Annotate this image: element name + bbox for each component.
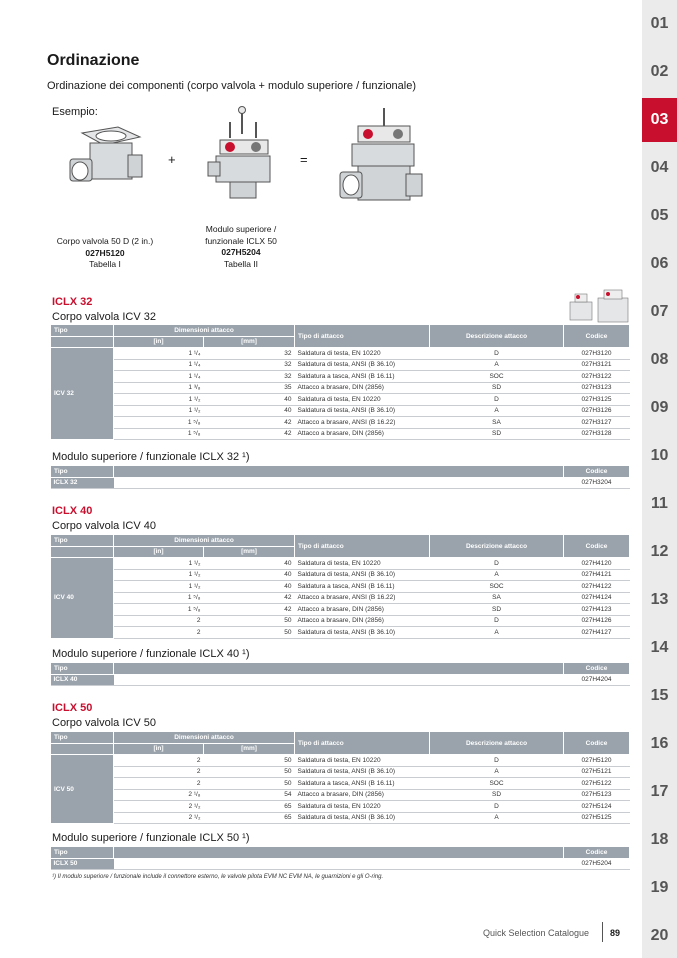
cell-tipo-attacco: Saldatura di testa, EN 10220	[295, 394, 430, 406]
chapter-tab-18[interactable]: 18	[650, 831, 669, 848]
cell-descrizione: D	[430, 394, 564, 406]
chapter-tab-01[interactable]: 01	[650, 15, 669, 32]
col-tipo: Tipo	[51, 663, 114, 675]
cell-tipo-attacco: Attacco a brasare, DIN (2856)	[295, 604, 430, 616]
table-row	[51, 615, 630, 627]
body-table-title: Corpo valvola ICV 40	[52, 520, 156, 532]
col-codice: Codice	[564, 847, 630, 859]
cell-mm: 40	[204, 569, 295, 581]
footnote: ¹) Il modulo superiore / funzionale include il connettore esterno, le valvole pilota EVM NC EVM NA, le guarnizioni e gli O-ring.	[52, 874, 384, 880]
cell-codice: 027H4127	[564, 627, 630, 639]
cell-descrizione: D	[430, 615, 564, 627]
cell-descrizione: SA	[430, 417, 564, 429]
cell-mm: 42	[204, 417, 295, 429]
cell-codice: 027H4124	[564, 592, 630, 604]
chapter-sidebar	[642, 0, 677, 958]
module-table	[50, 662, 630, 686]
cell-tipo-attacco: Saldatura di testa, ANSI (B 36.10)	[295, 359, 430, 371]
cell-codice: 027H3120	[564, 348, 630, 360]
col-tipo: Tipo	[51, 732, 114, 744]
module-type: ICLX 32	[51, 477, 114, 489]
cell-mm: 40	[204, 405, 295, 417]
module-type: ICLX 40	[51, 674, 114, 686]
cell-codice: 027H4122	[564, 581, 630, 593]
cell-descrizione: D	[430, 755, 564, 767]
chapter-tab-02[interactable]: 02	[650, 63, 669, 80]
body-type: ICV 50	[51, 755, 114, 824]
col-tipo: Tipo	[51, 535, 114, 547]
chapter-tab-04[interactable]: 04	[650, 159, 669, 176]
col-descrizione: Descrizione attacco	[430, 732, 564, 755]
cell-in: 2	[114, 766, 204, 778]
cell-in: 1 ¹/₄	[114, 348, 204, 360]
cell-mm: 32	[204, 359, 295, 371]
module-code: 027H3204	[564, 477, 630, 489]
col-tipo: Tipo	[51, 847, 114, 859]
table-row	[51, 348, 630, 360]
cell-in: 2 ¹/₂	[114, 801, 204, 813]
chapter-tab-20[interactable]: 20	[650, 927, 669, 944]
chapter-tab-05[interactable]: 05	[650, 207, 669, 224]
cell-tipo-attacco: Saldatura a tasca, ANSI (B 16.11)	[295, 371, 430, 383]
cell-tipo-attacco: Saldatura di testa, ANSI (B 36.10)	[295, 405, 430, 417]
page-number: 89	[610, 928, 621, 938]
col-in: [in]	[114, 546, 204, 558]
body-table	[50, 731, 630, 824]
page-title: Ordinazione	[47, 52, 140, 69]
col-tipo: Tipo	[51, 325, 114, 337]
table-row	[51, 604, 630, 616]
table-row	[51, 558, 630, 570]
chapter-tab-09[interactable]: 09	[650, 399, 669, 416]
body-table-title: Corpo valvola ICV 50	[52, 717, 156, 729]
cell-in: 2 ¹/₂	[114, 812, 204, 824]
cell-in: 1 ¹/₂	[114, 405, 204, 417]
cell-tipo-attacco: Attacco a brasare, DIN (2856)	[295, 382, 430, 394]
cell-mm: 40	[204, 581, 295, 593]
footer-divider	[602, 922, 603, 942]
chapter-tab-13[interactable]: 13	[650, 591, 669, 608]
cell-mm: 42	[204, 428, 295, 440]
chapter-tab-17[interactable]: 17	[650, 783, 669, 800]
cell-in: 2	[114, 627, 204, 639]
chapter-tab-11[interactable]: 11	[651, 495, 668, 512]
body-caption-name: Corpo valvola 50 D (2 in.)	[56, 236, 154, 246]
cell-codice: 027H3123	[564, 382, 630, 394]
col-tipo: Tipo	[51, 466, 114, 478]
module-table-title: Modulo superiore / funzionale ICLX 32 ¹)	[52, 451, 250, 463]
chapter-tab-10[interactable]: 10	[650, 447, 669, 464]
cell-tipo-attacco: Attacco a brasare, DIN (2856)	[295, 428, 430, 440]
cell-mm: 54	[204, 789, 295, 801]
cell-tipo-attacco: Attacco a brasare, DIN (2856)	[295, 615, 430, 627]
chapter-tab-15[interactable]: 15	[650, 687, 669, 704]
cell-mm: 65	[204, 801, 295, 813]
cell-mm: 32	[204, 348, 295, 360]
table-row	[51, 405, 630, 417]
cell-tipo-attacco: Saldatura a tasca, ANSI (B 16.11)	[295, 581, 430, 593]
cell-codice: 027H5125	[564, 812, 630, 824]
cell-tipo-attacco: Attacco a brasare, ANSI (B 16.22)	[295, 592, 430, 604]
col-codice: Codice	[564, 325, 630, 348]
cell-descrizione: A	[430, 359, 564, 371]
col-in: [in]	[114, 336, 204, 348]
body-caption-table: Tabella I	[89, 259, 121, 269]
table-row	[51, 477, 630, 489]
table-row	[51, 428, 630, 440]
table-row	[51, 789, 630, 801]
body-type: ICV 32	[51, 348, 114, 440]
cell-descrizione: SD	[430, 789, 564, 801]
chapter-tab-14[interactable]: 14	[650, 639, 669, 656]
cell-descrizione: SD	[430, 604, 564, 616]
section-heading: ICLX 32	[52, 296, 93, 308]
cell-tipo-attacco: Saldatura di testa, ANSI (B 36.10)	[295, 766, 430, 778]
table-row	[51, 674, 630, 686]
table-row	[51, 592, 630, 604]
cell-descrizione: A	[430, 405, 564, 417]
cell-tipo-attacco: Saldatura di testa, ANSI (B 36.10)	[295, 812, 430, 824]
cell-mm: 42	[204, 604, 295, 616]
cell-descrizione: A	[430, 569, 564, 581]
module-caption-line2: funzionale ICLX 50	[205, 235, 277, 246]
cell-tipo-attacco: Saldatura di testa, EN 10220	[295, 558, 430, 570]
cell-descrizione: SOC	[430, 581, 564, 593]
cell-tipo-attacco: Saldatura di testa, ANSI (B 36.10)	[295, 627, 430, 639]
cell-codice: 027H3121	[564, 359, 630, 371]
module-table	[50, 465, 630, 489]
col-descrizione: Descrizione attacco	[430, 535, 564, 558]
body-table	[50, 534, 630, 639]
footer-catalogue: Quick Selection Catalogue	[483, 928, 590, 938]
cell-in: 1 ⁵/₈	[114, 417, 204, 429]
body-table-title: Corpo valvola ICV 32	[52, 311, 156, 323]
col-dimensioni: Dimensioni attacco	[114, 732, 295, 744]
module-type: ICLX 50	[51, 858, 114, 870]
cell-codice: 027H4126	[564, 615, 630, 627]
cell-mm: 65	[204, 812, 295, 824]
cell-in: 1 ¹/₄	[114, 359, 204, 371]
col-dimensioni: Dimensioni attacco	[114, 325, 295, 337]
col-mm: [mm]	[204, 546, 295, 558]
col-mm: [mm]	[204, 743, 295, 755]
cell-descrizione: D	[430, 558, 564, 570]
cell-in: 2 ¹/₈	[114, 789, 204, 801]
table-row	[51, 755, 630, 767]
cell-in: 1 ¹/₂	[114, 581, 204, 593]
assembled-valve-image	[336, 104, 428, 210]
cell-in: 1 ¹/₂	[114, 569, 204, 581]
body-caption-code: 027H5120	[85, 247, 125, 258]
plus-sign: +	[168, 152, 176, 167]
col-dimensioni: Dimensioni attacco	[114, 535, 295, 547]
cell-in: 2	[114, 778, 204, 790]
page-subtitle: Ordinazione dei componenti (corpo valvola + modulo superiore / funzionale)	[47, 80, 417, 92]
cell-descrizione: SD	[430, 428, 564, 440]
chapter-tab-08[interactable]: 08	[650, 351, 669, 368]
module-caption-table: Tabella II	[223, 258, 259, 269]
cell-mm: 50	[204, 766, 295, 778]
module-table-title: Modulo superiore / funzionale ICLX 40 ¹)	[52, 648, 250, 660]
module-caption-line1: Modulo superiore /	[205, 224, 277, 234]
col-codice: Codice	[564, 466, 630, 478]
top-module-image	[200, 104, 278, 204]
cell-codice: 027H5123	[564, 789, 630, 801]
cell-codice: 027H5120	[564, 755, 630, 767]
cell-in: 1 ³/₈	[114, 382, 204, 394]
cell-codice: 027H5121	[564, 766, 630, 778]
cell-in: 1 ⁵/₈	[114, 592, 204, 604]
cell-descrizione: SD	[430, 382, 564, 394]
cell-mm: 50	[204, 627, 295, 639]
cell-mm: 42	[204, 592, 295, 604]
table-row	[51, 801, 630, 813]
cell-mm: 50	[204, 778, 295, 790]
cell-in: 1 ⁵/₈	[114, 604, 204, 616]
cell-descrizione: SOC	[430, 371, 564, 383]
col-codice: Codice	[564, 663, 630, 675]
chapter-tab-19[interactable]: 19	[650, 879, 669, 896]
table-row	[51, 766, 630, 778]
cell-descrizione: SOC	[430, 778, 564, 790]
cell-in: 1 ¹/₄	[114, 371, 204, 383]
cell-mm: 50	[204, 615, 295, 627]
valve-body-image	[68, 125, 148, 195]
cell-descrizione: SA	[430, 592, 564, 604]
cell-in: 1 ¹/₂	[114, 394, 204, 406]
cell-in: 1 ⁵/₈	[114, 428, 204, 440]
table-row	[51, 371, 630, 383]
cell-mm: 40	[204, 558, 295, 570]
col-tipo-attacco: Tipo di attacco	[295, 732, 430, 755]
cell-mm: 40	[204, 394, 295, 406]
table-row	[51, 569, 630, 581]
module-caption	[186, 224, 296, 270]
cell-descrizione: A	[430, 766, 564, 778]
module-table-title: Modulo superiore / funzionale ICLX 50 ¹)	[52, 832, 250, 844]
module-code: 027H4204	[564, 674, 630, 686]
chapter-tab-16[interactable]: 16	[650, 735, 669, 752]
cell-tipo-attacco: Saldatura a tasca, ANSI (B 16.11)	[295, 778, 430, 790]
cell-mm: 50	[204, 755, 295, 767]
chapter-tab-03[interactable]: 03	[642, 98, 677, 142]
cell-codice: 027H4121	[564, 569, 630, 581]
col-in: [in]	[114, 743, 204, 755]
cell-codice: 027H4120	[564, 558, 630, 570]
cell-descrizione: D	[430, 801, 564, 813]
chapter-tab-06[interactable]: 06	[650, 255, 669, 272]
table-row	[51, 778, 630, 790]
col-tipo-attacco: Tipo di attacco	[295, 325, 430, 348]
example-label: Esempio:	[52, 106, 98, 118]
cell-descrizione: A	[430, 627, 564, 639]
cell-mm: 35	[204, 382, 295, 394]
section-heading: ICLX 40	[52, 505, 93, 517]
cell-in: 1 ¹/₂	[114, 558, 204, 570]
col-codice: Codice	[564, 535, 630, 558]
cell-descrizione: A	[430, 812, 564, 824]
cell-tipo-attacco: Saldatura di testa, ANSI (B 36.10)	[295, 569, 430, 581]
cell-codice: 027H3128	[564, 428, 630, 440]
cell-codice: 027H5122	[564, 778, 630, 790]
module-table	[50, 846, 630, 870]
equals-sign: =	[300, 152, 308, 167]
cell-in: 2	[114, 615, 204, 627]
col-tipo-attacco: Tipo di attacco	[295, 535, 430, 558]
thumbnail-valves-image	[566, 288, 632, 326]
chapter-tab-07[interactable]: 07	[650, 303, 669, 320]
cell-codice: 027H5124	[564, 801, 630, 813]
module-caption-code: 027H5204	[221, 247, 261, 257]
cell-codice: 027H3122	[564, 371, 630, 383]
table-row	[51, 627, 630, 639]
cell-mm: 32	[204, 371, 295, 383]
col-mm: [mm]	[204, 336, 295, 348]
section-heading: ICLX 50	[52, 702, 93, 714]
table-row	[51, 417, 630, 429]
cell-tipo-attacco: Attacco a brasare, ANSI (B 16.22)	[295, 417, 430, 429]
col-descrizione: Descrizione attacco	[430, 325, 564, 348]
module-code: 027H5204	[564, 858, 630, 870]
col-codice: Codice	[564, 732, 630, 755]
chapter-tab-12[interactable]: 12	[650, 543, 669, 560]
cell-codice: 027H3125	[564, 394, 630, 406]
cell-tipo-attacco: Saldatura di testa, EN 10220	[295, 755, 430, 767]
cell-in: 2	[114, 755, 204, 767]
cell-codice: 027H3127	[564, 417, 630, 429]
table-row	[51, 581, 630, 593]
table-row	[51, 382, 630, 394]
table-row	[51, 812, 630, 824]
cell-codice: 027H4123	[564, 604, 630, 616]
cell-descrizione: D	[430, 348, 564, 360]
cell-tipo-attacco: Saldatura di testa, EN 10220	[295, 348, 430, 360]
body-caption	[50, 236, 160, 271]
cell-tipo-attacco: Saldatura di testa, EN 10220	[295, 801, 430, 813]
cell-tipo-attacco: Attacco a brasare, DIN (2856)	[295, 789, 430, 801]
table-row	[51, 359, 630, 371]
body-type: ICV 40	[51, 558, 114, 639]
table-row	[51, 394, 630, 406]
table-row	[51, 858, 630, 870]
body-table	[50, 324, 630, 440]
cell-codice: 027H3126	[564, 405, 630, 417]
